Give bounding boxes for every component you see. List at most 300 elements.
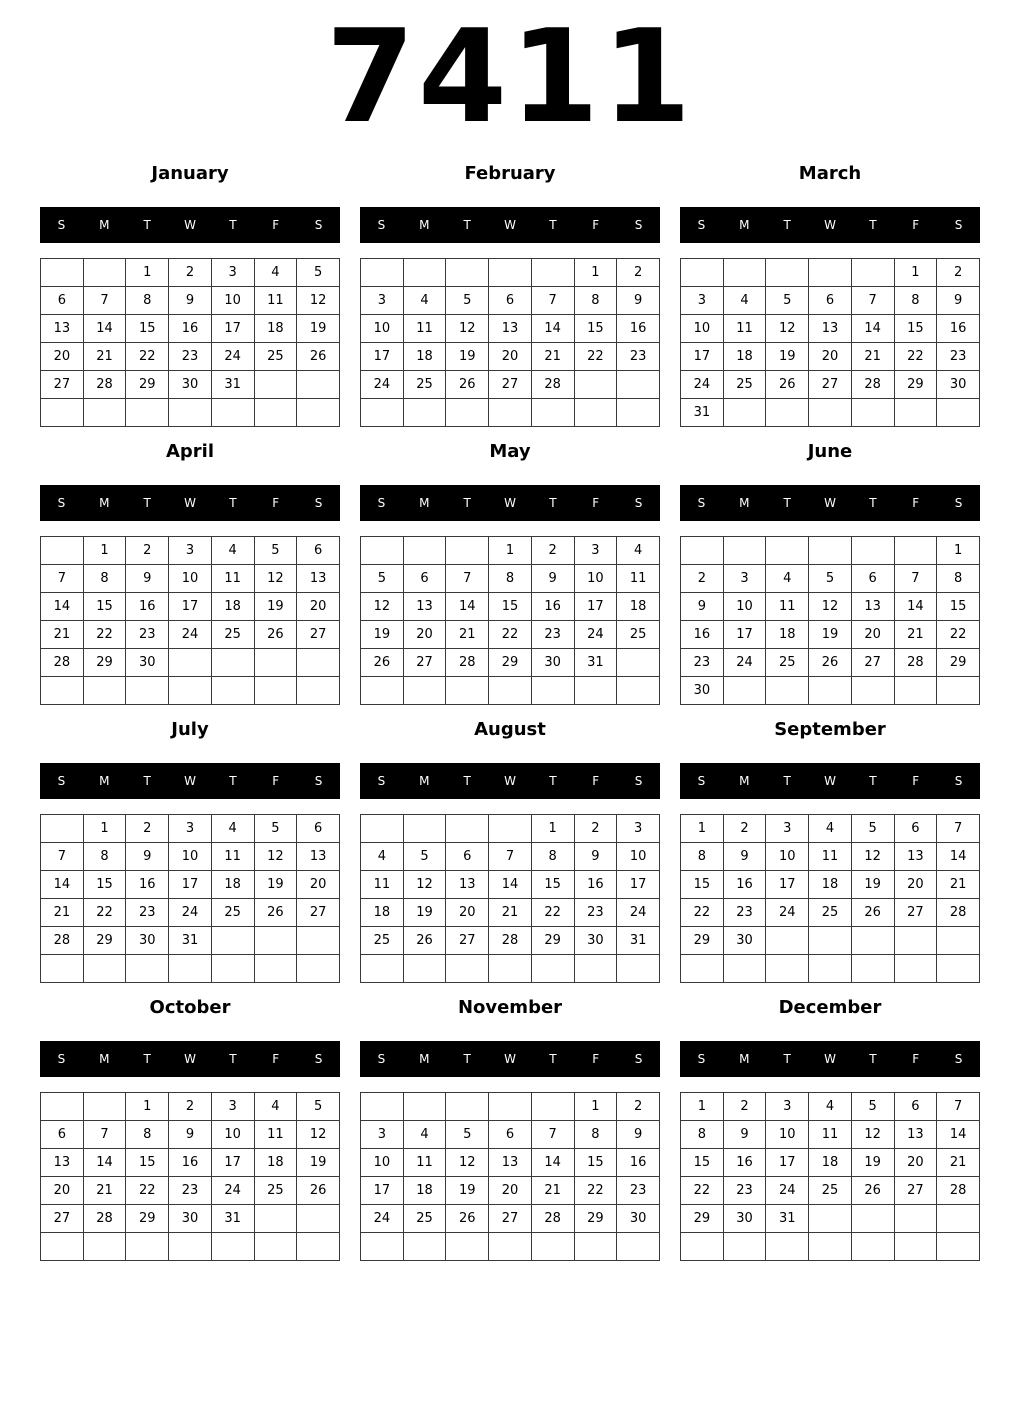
weekday-label: W [184, 774, 196, 788]
week-row [361, 677, 660, 705]
day-cell [41, 259, 84, 287]
day-cell [446, 955, 489, 983]
day-cell: 16 [617, 1149, 660, 1177]
day-cell: 11 [809, 1121, 852, 1149]
day-cell: 6 [403, 565, 446, 593]
day-cell: 27 [489, 1205, 532, 1233]
week-row [41, 677, 340, 705]
day-cell [766, 399, 809, 427]
week-row [361, 1177, 660, 1205]
day-cell: 10 [169, 565, 212, 593]
day-cell [361, 537, 404, 565]
day-cell: 1 [681, 1093, 724, 1121]
day-cell: 15 [681, 1149, 724, 1177]
day-cell: 1 [489, 537, 532, 565]
week-row [681, 537, 980, 565]
day-cell [83, 399, 126, 427]
day-cell: 4 [766, 565, 809, 593]
day-cell: 27 [851, 649, 894, 677]
week-row [361, 1233, 660, 1261]
day-cell [297, 927, 340, 955]
day-cell: 17 [211, 1149, 254, 1177]
day-cell: 15 [83, 593, 126, 621]
day-cell: 14 [937, 843, 980, 871]
week-row [361, 1149, 660, 1177]
day-cell [937, 927, 980, 955]
day-cell: 25 [809, 899, 852, 927]
week-row [681, 1177, 980, 1205]
day-cell: 27 [41, 371, 84, 399]
day-cell: 18 [361, 899, 404, 927]
day-cell [403, 259, 446, 287]
day-cell: 19 [851, 871, 894, 899]
day-cell [83, 1093, 126, 1121]
week-row [41, 815, 340, 843]
day-cell [894, 399, 937, 427]
day-cell: 23 [531, 621, 574, 649]
day-cell: 5 [446, 287, 489, 315]
day-cell: 14 [83, 315, 126, 343]
week-row [41, 843, 340, 871]
day-cell [937, 677, 980, 705]
day-cell: 18 [617, 593, 660, 621]
day-cell: 13 [297, 565, 340, 593]
week-row [41, 343, 340, 371]
day-cell [297, 1205, 340, 1233]
day-cell [169, 649, 212, 677]
day-cell [446, 259, 489, 287]
day-cell: 27 [403, 649, 446, 677]
weekday-label: T [463, 1052, 471, 1066]
day-cell [126, 677, 169, 705]
week-row [41, 1093, 340, 1121]
day-cell: 28 [83, 371, 126, 399]
day-cell: 15 [937, 593, 980, 621]
day-cell: 3 [617, 815, 660, 843]
day-cell [489, 1233, 532, 1261]
day-cell: 24 [766, 1177, 809, 1205]
day-cell: 7 [851, 287, 894, 315]
day-grid [40, 258, 340, 427]
day-cell: 4 [211, 815, 254, 843]
day-cell: 1 [126, 1093, 169, 1121]
day-cell: 15 [531, 871, 574, 899]
weekday-label: T [783, 218, 791, 232]
day-cell: 25 [766, 649, 809, 677]
week-row [681, 1093, 980, 1121]
day-cell: 19 [361, 621, 404, 649]
day-cell: 29 [574, 1205, 617, 1233]
day-cell: 21 [937, 871, 980, 899]
day-cell [766, 677, 809, 705]
week-row [681, 315, 980, 343]
week-row [681, 371, 980, 399]
day-cell: 6 [489, 1121, 532, 1149]
day-cell: 9 [169, 1121, 212, 1149]
day-cell: 23 [617, 343, 660, 371]
weekday-label: S [377, 1052, 386, 1066]
day-cell [211, 649, 254, 677]
day-cell: 24 [617, 899, 660, 927]
day-cell: 17 [361, 343, 404, 371]
day-cell: 17 [211, 315, 254, 343]
weekday-label: T [783, 496, 791, 510]
day-cell: 21 [489, 899, 532, 927]
day-cell: 2 [681, 565, 724, 593]
day-cell [211, 1233, 254, 1261]
weekday-label: S [954, 496, 963, 510]
weekday-label: M [99, 774, 110, 788]
day-cell: 25 [403, 371, 446, 399]
day-cell: 23 [169, 343, 212, 371]
week-row [41, 927, 340, 955]
weekday-label: S [57, 496, 66, 510]
day-cell: 8 [937, 565, 980, 593]
day-cell: 1 [937, 537, 980, 565]
day-cell: 16 [126, 871, 169, 899]
weekday-label: T [143, 218, 151, 232]
day-cell: 31 [169, 927, 212, 955]
weekday-label: M [739, 774, 750, 788]
weekday-label: M [99, 1052, 110, 1066]
day-cell: 14 [446, 593, 489, 621]
day-cell: 25 [254, 343, 297, 371]
day-cell: 24 [361, 1205, 404, 1233]
day-cell: 14 [83, 1149, 126, 1177]
day-cell [126, 955, 169, 983]
day-cell: 21 [531, 343, 574, 371]
day-grid [360, 814, 660, 983]
month-title: November [457, 997, 563, 1018]
day-cell: 17 [169, 871, 212, 899]
day-cell [681, 537, 724, 565]
day-cell: 21 [41, 899, 84, 927]
day-cell: 29 [489, 649, 532, 677]
day-cell: 5 [851, 1093, 894, 1121]
day-cell: 29 [126, 1205, 169, 1233]
day-cell: 15 [126, 315, 169, 343]
day-cell: 21 [894, 621, 937, 649]
weekday-label: W [504, 218, 516, 232]
weekday-label: F [912, 496, 920, 510]
day-cell: 20 [489, 343, 532, 371]
day-cell [723, 399, 766, 427]
day-cell: 8 [574, 1121, 617, 1149]
week-row [361, 287, 660, 315]
weekday-label: T [549, 774, 557, 788]
day-cell [254, 955, 297, 983]
day-cell: 9 [617, 1121, 660, 1149]
day-cell: 19 [851, 1149, 894, 1177]
day-cell: 12 [446, 315, 489, 343]
day-cell [297, 399, 340, 427]
week-row [41, 593, 340, 621]
week-row [681, 899, 980, 927]
day-cell [446, 537, 489, 565]
day-cell: 27 [894, 899, 937, 927]
day-cell: 11 [254, 287, 297, 315]
day-cell: 22 [894, 343, 937, 371]
day-cell: 22 [126, 1177, 169, 1205]
month-title: August [474, 719, 546, 740]
day-cell: 7 [446, 565, 489, 593]
day-cell [617, 649, 660, 677]
day-cell [297, 1233, 340, 1261]
week-row [41, 537, 340, 565]
weekday-label: W [184, 1052, 196, 1066]
month-title: June [807, 441, 853, 462]
day-cell: 25 [211, 899, 254, 927]
day-cell [126, 399, 169, 427]
weekday-label: S [697, 218, 706, 232]
day-cell: 7 [937, 1093, 980, 1121]
day-cell [766, 1233, 809, 1261]
week-row [41, 1149, 340, 1177]
day-cell: 19 [446, 1177, 489, 1205]
day-cell: 8 [681, 843, 724, 871]
day-cell: 30 [574, 927, 617, 955]
weekday-label: W [504, 1052, 516, 1066]
day-cell: 13 [851, 593, 894, 621]
day-cell: 24 [681, 371, 724, 399]
day-cell: 30 [937, 371, 980, 399]
day-cell: 2 [574, 815, 617, 843]
day-cell: 24 [211, 1177, 254, 1205]
day-grid [40, 536, 340, 705]
day-cell: 19 [809, 621, 852, 649]
day-cell: 2 [126, 537, 169, 565]
day-cell: 23 [723, 899, 766, 927]
week-row [361, 843, 660, 871]
day-cell: 9 [723, 843, 766, 871]
day-cell: 2 [169, 259, 212, 287]
day-cell: 25 [723, 371, 766, 399]
day-cell: 3 [169, 537, 212, 565]
day-cell: 3 [361, 1121, 404, 1149]
weekday-label: F [272, 218, 280, 232]
weekday-label: M [419, 1052, 430, 1066]
day-cell: 28 [894, 649, 937, 677]
day-cell [809, 399, 852, 427]
month-title: October [149, 997, 231, 1018]
week-row [681, 871, 980, 899]
day-cell [41, 1093, 84, 1121]
day-cell: 28 [41, 927, 84, 955]
weekday-label: T [143, 774, 151, 788]
day-cell: 26 [297, 343, 340, 371]
day-cell [809, 1205, 852, 1233]
weekday-label: F [592, 1052, 600, 1066]
week-row [361, 955, 660, 983]
day-cell [937, 955, 980, 983]
day-cell: 22 [83, 621, 126, 649]
day-cell: 26 [766, 371, 809, 399]
day-cell: 8 [83, 565, 126, 593]
day-cell [851, 1233, 894, 1261]
day-cell: 9 [681, 593, 724, 621]
day-cell: 19 [766, 343, 809, 371]
day-cell: 9 [126, 565, 169, 593]
day-grid [680, 814, 980, 983]
day-cell: 13 [41, 315, 84, 343]
day-cell: 30 [126, 649, 169, 677]
day-cell: 8 [126, 1121, 169, 1149]
day-cell: 22 [126, 343, 169, 371]
weekday-label: M [739, 496, 750, 510]
day-cell: 27 [297, 899, 340, 927]
day-cell: 14 [41, 593, 84, 621]
day-cell: 25 [254, 1177, 297, 1205]
day-cell: 18 [403, 343, 446, 371]
week-row [41, 649, 340, 677]
day-cell: 27 [297, 621, 340, 649]
day-cell: 16 [617, 315, 660, 343]
week-row [361, 871, 660, 899]
day-cell: 6 [809, 287, 852, 315]
day-cell [361, 1093, 404, 1121]
day-cell [851, 927, 894, 955]
day-cell: 13 [446, 871, 489, 899]
weekday-header [40, 1041, 340, 1077]
day-cell: 13 [894, 843, 937, 871]
day-cell: 9 [126, 843, 169, 871]
day-cell: 17 [617, 871, 660, 899]
day-cell: 18 [723, 343, 766, 371]
day-cell: 29 [83, 649, 126, 677]
weekday-label: W [504, 496, 516, 510]
day-cell: 31 [211, 1205, 254, 1233]
weekday-label: F [592, 496, 600, 510]
day-cell: 21 [83, 343, 126, 371]
day-cell: 10 [361, 1149, 404, 1177]
day-cell: 4 [723, 287, 766, 315]
day-cell [41, 537, 84, 565]
day-cell: 22 [574, 343, 617, 371]
day-cell: 20 [446, 899, 489, 927]
day-cell [211, 399, 254, 427]
day-cell: 22 [83, 899, 126, 927]
week-row [41, 1205, 340, 1233]
day-cell: 16 [574, 871, 617, 899]
day-cell: 16 [937, 315, 980, 343]
day-cell [489, 399, 532, 427]
day-cell: 26 [254, 621, 297, 649]
day-cell: 28 [531, 371, 574, 399]
day-cell: 24 [169, 621, 212, 649]
weekday-label: S [314, 218, 323, 232]
day-cell [254, 371, 297, 399]
day-cell [531, 259, 574, 287]
weekday-label: T [229, 774, 237, 788]
day-grid [40, 814, 340, 983]
week-row [361, 1093, 660, 1121]
day-cell: 4 [809, 815, 852, 843]
weekday-label: S [954, 774, 963, 788]
day-cell: 5 [361, 565, 404, 593]
week-row [361, 343, 660, 371]
weekday-label: F [272, 1052, 280, 1066]
weekday-header [680, 1041, 980, 1077]
week-row [681, 259, 980, 287]
weekday-label: W [824, 774, 836, 788]
day-cell: 15 [489, 593, 532, 621]
week-row [41, 871, 340, 899]
day-cell [41, 399, 84, 427]
day-cell: 1 [531, 815, 574, 843]
week-row [361, 371, 660, 399]
day-cell: 4 [211, 537, 254, 565]
day-cell: 29 [531, 927, 574, 955]
day-grid [680, 536, 980, 705]
day-cell [723, 677, 766, 705]
day-cell: 20 [489, 1177, 532, 1205]
day-cell [126, 1233, 169, 1261]
day-cell: 21 [851, 343, 894, 371]
day-cell [723, 259, 766, 287]
day-cell [531, 1233, 574, 1261]
week-row [681, 1205, 980, 1233]
day-cell: 13 [894, 1121, 937, 1149]
day-cell: 15 [83, 871, 126, 899]
weekday-label: S [57, 218, 66, 232]
weekday-label: S [377, 496, 386, 510]
day-cell [531, 955, 574, 983]
day-cell: 1 [574, 259, 617, 287]
day-cell: 4 [361, 843, 404, 871]
day-cell: 3 [361, 287, 404, 315]
day-cell: 12 [361, 593, 404, 621]
weekday-label: S [57, 774, 66, 788]
day-cell: 11 [766, 593, 809, 621]
day-cell: 10 [574, 565, 617, 593]
weekday-header [40, 485, 340, 521]
week-row [41, 621, 340, 649]
week-row [41, 1177, 340, 1205]
day-cell: 20 [894, 871, 937, 899]
day-cell: 19 [403, 899, 446, 927]
day-cell: 20 [851, 621, 894, 649]
day-cell: 24 [361, 371, 404, 399]
week-row [41, 259, 340, 287]
day-cell [723, 955, 766, 983]
day-cell [169, 955, 212, 983]
day-cell: 23 [126, 621, 169, 649]
weekday-label: S [634, 218, 643, 232]
day-cell: 11 [254, 1121, 297, 1149]
weekday-label: M [99, 218, 110, 232]
day-cell: 2 [531, 537, 574, 565]
day-cell [937, 1233, 980, 1261]
day-cell: 7 [41, 565, 84, 593]
day-cell [254, 927, 297, 955]
day-cell: 1 [83, 537, 126, 565]
day-cell: 16 [169, 315, 212, 343]
day-cell [809, 1233, 852, 1261]
day-cell [489, 677, 532, 705]
day-cell [531, 1093, 574, 1121]
weekday-label: T [229, 1052, 237, 1066]
day-cell [361, 677, 404, 705]
day-cell: 12 [766, 315, 809, 343]
day-cell: 17 [766, 871, 809, 899]
day-cell [211, 955, 254, 983]
day-cell [574, 399, 617, 427]
day-cell: 28 [937, 1177, 980, 1205]
day-cell: 15 [574, 315, 617, 343]
week-row [361, 621, 660, 649]
day-cell: 15 [681, 871, 724, 899]
weekday-label: F [272, 774, 280, 788]
